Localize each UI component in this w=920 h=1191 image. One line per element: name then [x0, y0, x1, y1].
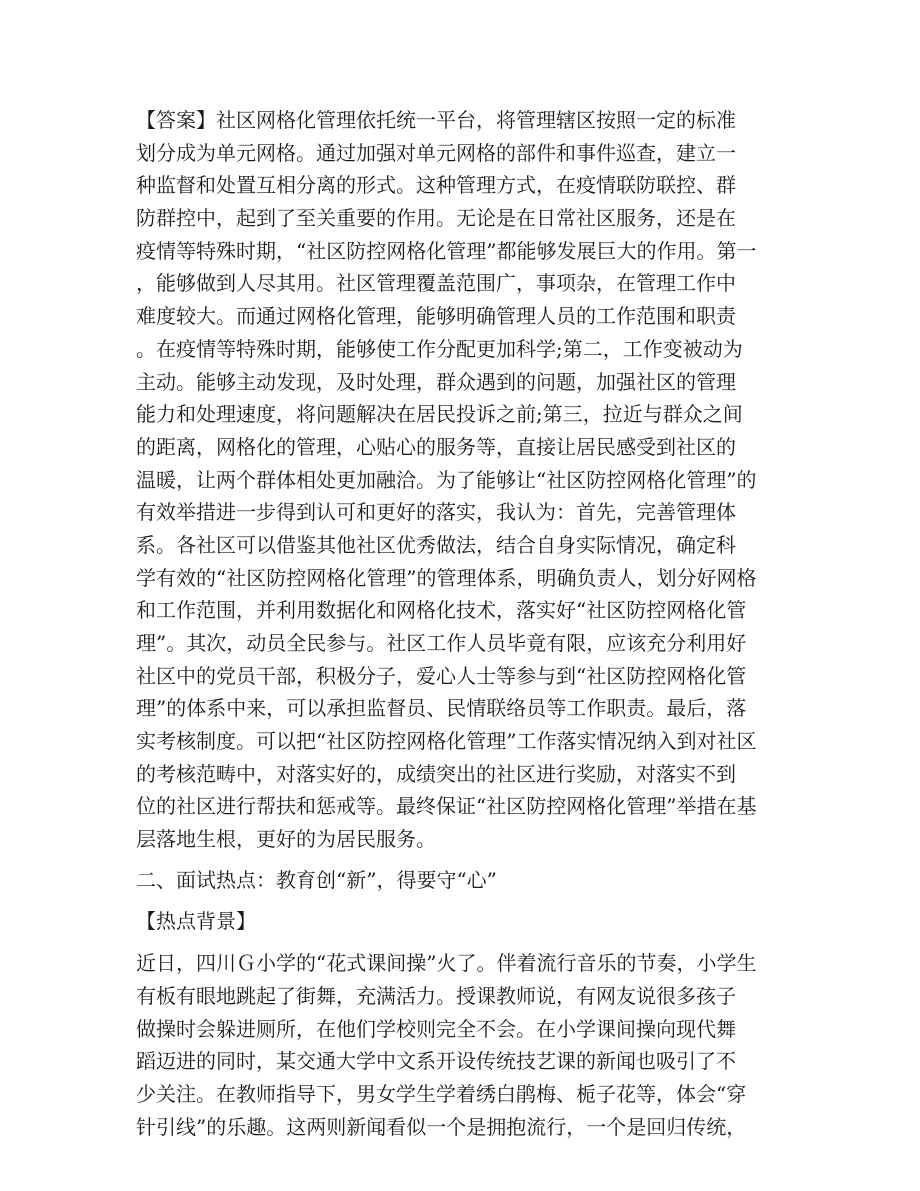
answer-line: 能力和处理速度，将问题解决在居民投诉之前;第三，拉近与群众之间	[136, 402, 743, 427]
background-line: 蹈迈进的同时，某交通大学中文系开设传统技艺课的新闻也吸引了不	[136, 1049, 736, 1074]
answer-line: 位的社区进行帮扶和惩戒等。最终保证“社区防控网格化管理”举措在基	[136, 794, 757, 819]
answer-line: 层落地生根，更好的为居民服务。	[136, 827, 436, 852]
answer-line	[136, 104, 786, 137]
spacer	[136, 856, 786, 864]
spacer	[136, 937, 786, 947]
answer-line: 划分成为单元网格。通过加强对单元网格的部件和事件巡查，建立一	[136, 140, 736, 165]
answer-text: 社区网格化管理依托统一平台，将管理辖区按照一定的标准	[216, 108, 736, 132]
answer-line: 学有效的“社区防控网格化管理”的管理体系，明确负责人，划分好网格	[136, 565, 757, 590]
answer-line: 的距离，网格化的管理，心贴心的服务等，直接让居民感受到社区的	[136, 434, 736, 459]
background-line: 做操时会躲进厕所，在他们学校则完全不会。在小学课间操向现代舞	[136, 1016, 736, 1041]
answer-line: 。在疫情等特殊时期，能够使工作分配更加科学;第二，工作变被动为	[136, 336, 743, 361]
background-line: 少关注。在教师指导下，男女学生学着绣白鹃梅、栀子花等，体会“穿	[136, 1081, 747, 1106]
answer-line: 和工作范围，并利用数据化和网格化技术，落实好“社区防控网格化管	[136, 598, 747, 623]
answer-line: 社区中的党员干部，积极分子，爱心人士等参与到“社区防控网格化管	[136, 663, 747, 688]
background-line: 近日，四川Ｇ小学的“花式课间操”火了。伴着流行音乐的节奏，小学生	[136, 951, 757, 976]
spacer	[136, 897, 786, 905]
background-label: 【热点背景】	[136, 908, 256, 933]
answer-line: 有效举措进一步得到认可和更好的落实，我认为：首先，完善管理体	[136, 500, 736, 525]
answer-label: 【答案】	[136, 108, 216, 132]
answer-line: 防群控中，起到了至关重要的作用。无论是在日常社区服务，还是在	[136, 206, 736, 231]
background-line: 有板有眼地跳起了街舞，充满活力。授课教师说，有网友说很多孩子	[136, 983, 736, 1008]
answer-line: 疫情等特殊时期，“社区防控网格化管理”都能够发展巨大的作用。第一	[136, 238, 757, 263]
answer-line: 难度较大。而通过网格化管理，能够明确管理人员的工作范围和职责	[136, 304, 736, 329]
answer-line: 的考核范畴中，对落实好的，成绩突出的社区进行奖励，对落实不到	[136, 761, 736, 786]
answer-line: 主动。能够主动发现，及时处理，群众遇到的问题，加强社区的管理	[136, 369, 736, 394]
section-heading: 二、面试热点：教育创“新”，得要守“心”	[136, 867, 497, 892]
document-body	[136, 104, 786, 1143]
answer-line: 理”的体系中来，可以承担监督员、民情联络员等工作职责。最后，落	[136, 696, 747, 721]
answer-line: 温暖，让两个群体相处更加融洽。为了能够让“社区防控网格化管理”的	[136, 467, 757, 492]
answer-line: ，能够做到人尽其用。社区管理覆盖范围广，事项杂，在管理工作中	[136, 271, 736, 296]
answer-line: 理”。其次，动员全民参与。社区工作人员毕竟有限，应该充分利用好	[136, 631, 747, 655]
background-line: 针引线”的乐趣。这两则新闻看似一个是拥抱流行，一个是回归传统，	[136, 1114, 747, 1139]
answer-line: 实考核制度。可以把“社区防控网格化管理”工作落实情况纳入到对社区	[136, 729, 757, 754]
answer-line: 系。各社区可以借鉴其他社区优秀做法，结合自身实际情况，确定科	[136, 532, 736, 557]
answer-line: 种监督和处置互相分离的形式。这种管理方式，在疫情联防联控、群	[136, 173, 736, 198]
